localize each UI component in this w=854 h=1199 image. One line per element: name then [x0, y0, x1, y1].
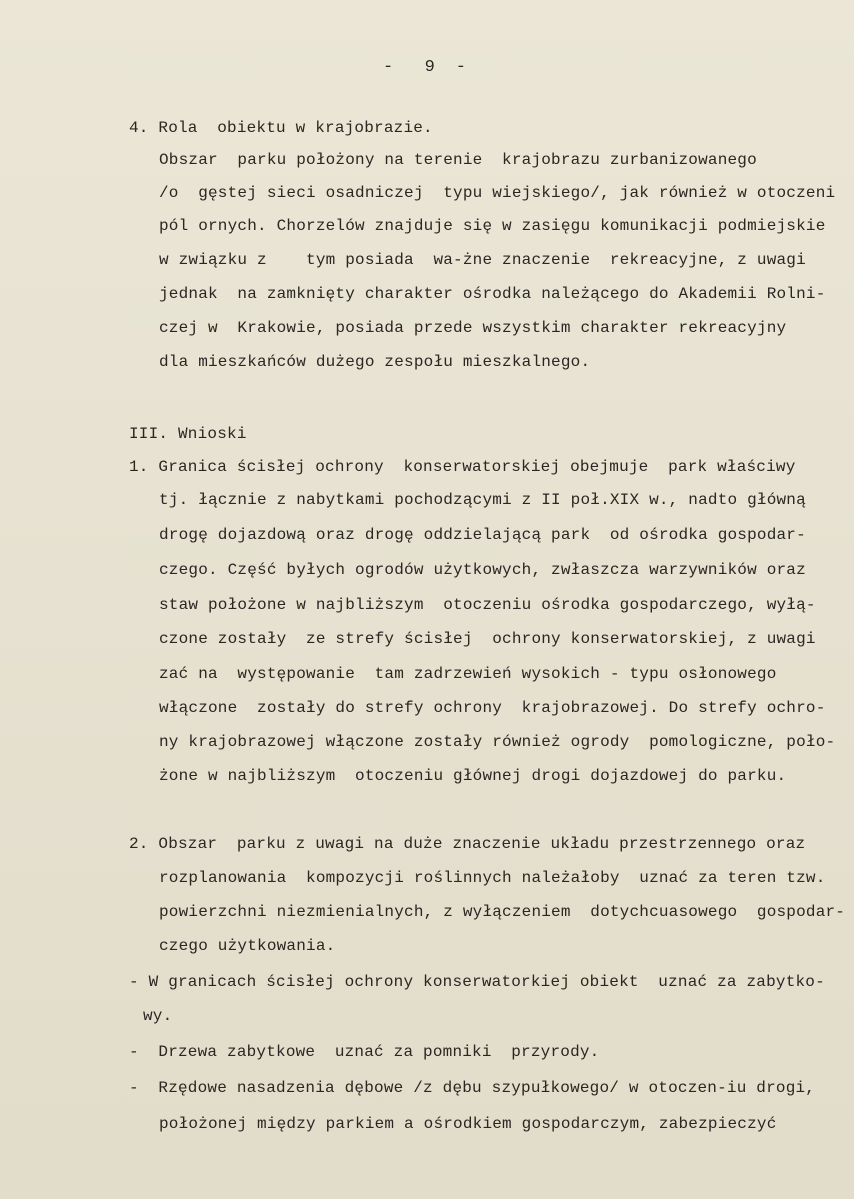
point-1-line: 1. Granica ścisłej ochrony konserwatorskiej obejmuje park właściwy	[129, 458, 796, 476]
point-1-line: czego. Część byłych ogrodów użytkowych, zwłaszcza warzywników oraz	[159, 561, 806, 579]
section-4-line: dla mieszkańców dużego zespołu mieszkalnego.	[159, 353, 591, 371]
point-2-line: czego użytkowania.	[159, 937, 336, 955]
point-1-line: żone w najbliższym otoczeniu głównej drogi dojazdowej do parku.	[159, 767, 787, 785]
bullet-line: położonej między parkiem a ośrodkiem gospodarczym, zabezpieczyć	[159, 1115, 777, 1133]
point-1-line: tj. łącznie z nabytkami pochodzącymi z II poł.XIX w., nadto główną	[159, 491, 806, 509]
section-4-line: Obszar parku położony na terenie krajobrazu zurbanizowanego	[159, 151, 757, 169]
point-1-line: zać na występowanie tam zadrzewień wysokich - typu osłonowego	[159, 665, 777, 683]
point-1-line: włączone zostały do strefy ochrony krajobrazowej. Do strefy ochro-	[159, 699, 826, 717]
point-1-line: ny krajobrazowej włączone zostały również ogrody pomologiczne, poło-	[159, 733, 836, 751]
bullet-line: - W granicach ścisłej ochrony konserwatorkiej obiekt uznać za zabytko-	[129, 973, 825, 991]
point-2-line: powierzchni niezmienialnych, z wyłączeniem dotychcuasowego gospodar-	[159, 903, 846, 921]
bullet-line: wy.	[143, 1007, 173, 1025]
section-4-line: jednak na zamknięty charakter ośrodka należącego do Akademii Rolni-	[159, 285, 826, 303]
point-2-line: rozplanowania kompozycji roślinnych należałoby uznać za teren tzw.	[159, 869, 826, 887]
section-4-line: w związku z tym posiada wa-żne znaczenie rekreacyjne, z uwagi	[159, 251, 806, 269]
point-1-line: drogę dojazdową oraz drogę oddzielającą park od ośrodka gospodar-	[159, 526, 806, 544]
point-1-line: czone zostały ze strefy ścisłej ochrony konserwatorskiej, z uwagi	[159, 630, 816, 648]
page-number: - 9 -	[383, 58, 467, 77]
section-4-line: czej w Krakowie, posiada przede wszystkim charakter rekreacyjny	[159, 319, 787, 337]
section-4-line: pól ornych. Chorzelów znajduje się w zasięgu komunikacji podmiejskie	[159, 217, 826, 235]
bullet-line: - Drzewa zabytkowe uznać za pomniki przyrody.	[129, 1043, 600, 1061]
point-2-line: 2. Obszar parku z uwagi na duże znaczenie układu przestrzennego oraz	[129, 835, 806, 853]
point-1-line: staw położone w najbliższym otoczeniu ośrodka gospodarczego, wyłą-	[159, 596, 816, 614]
section-4-line: /o gęstej sieci osadniczej typu wiejskiego/, jak również w otoczeni	[159, 184, 836, 202]
section-3-heading: III. Wnioski	[129, 425, 247, 443]
bullet-line: - Rzędowe nasadzenia dębowe /z dębu szypułkowego/ w otoczen-iu drogi,	[129, 1079, 816, 1097]
section-4-heading: 4. Rola obiektu w krajobrazie.	[129, 119, 433, 137]
